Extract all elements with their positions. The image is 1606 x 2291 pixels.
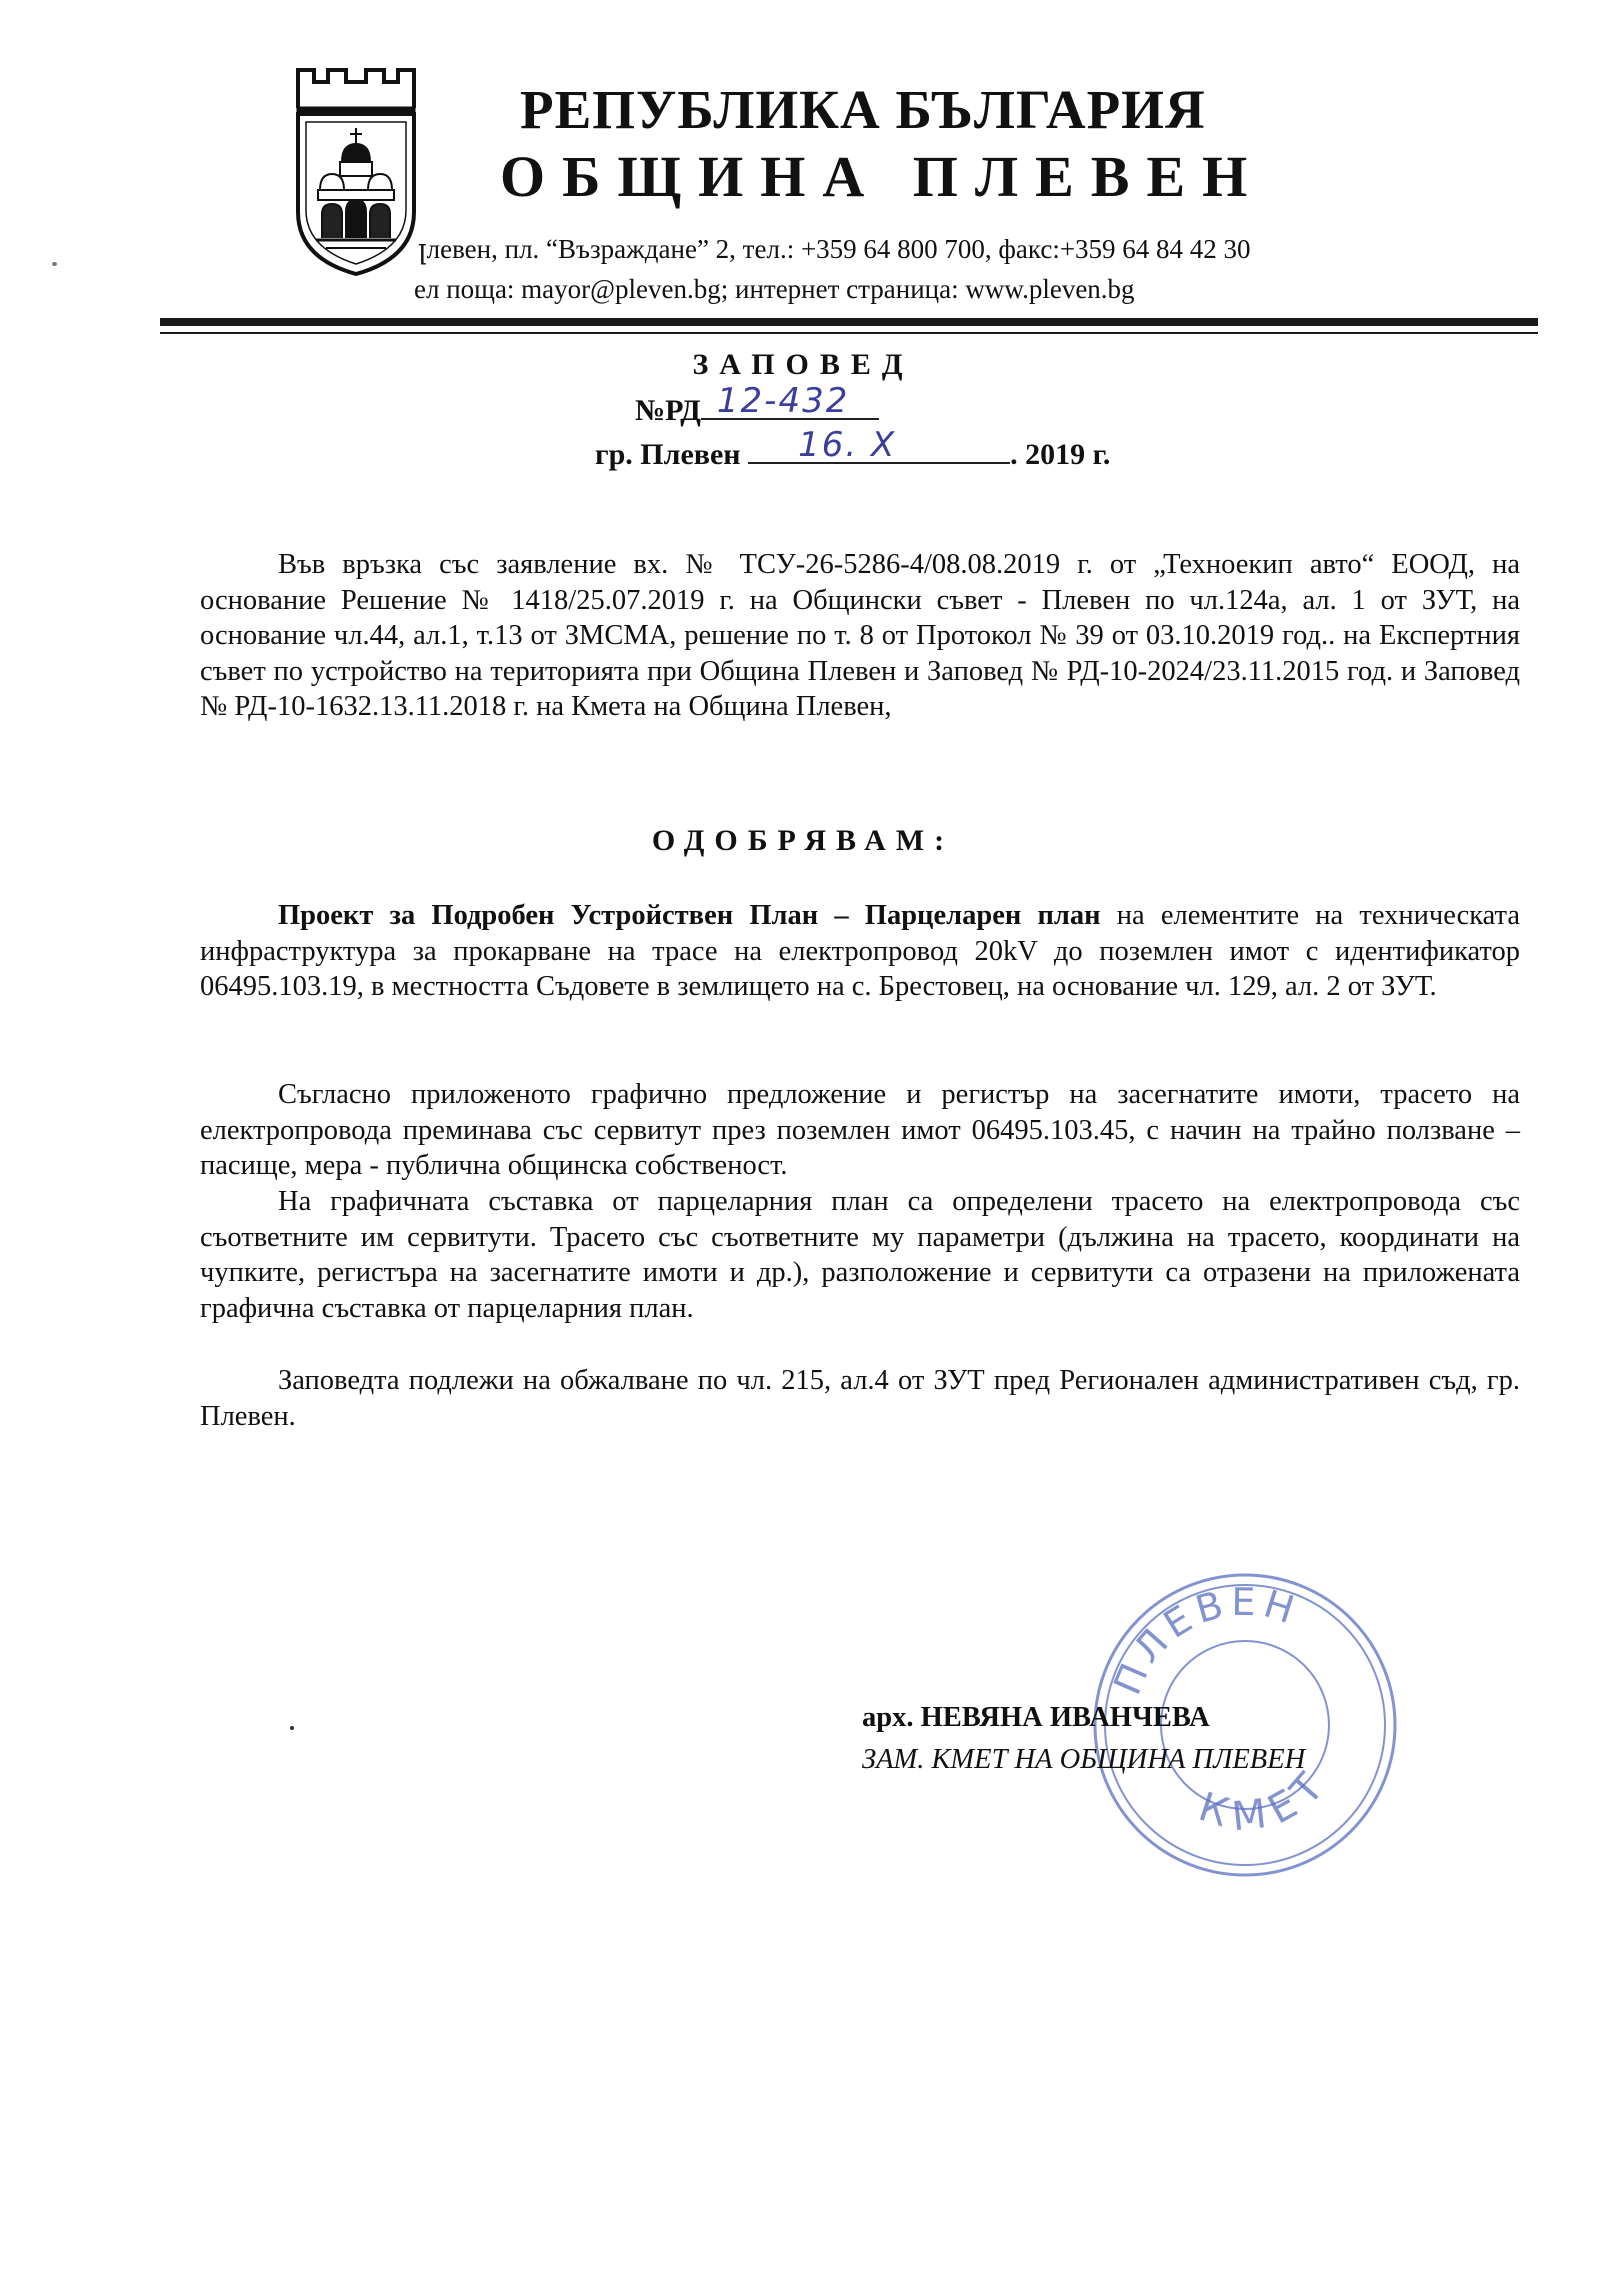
order-date-blank (748, 425, 1010, 465)
preamble-paragraph: Във връзка със заявление вх. № ТСУ-26-5286-4/08.08.2019 г. от „Техноекип авто“ ЕООД, на основание Решение № 1418/25.07.2019 г. на Общински съвет - Плевен по чл.124а, ал. 1 от ЗУТ, на основание чл.44, ал.1, т.13 от ЗМСМА, решение по т. 8 от Протокол № 39 от 03.10.2019 год.. на Експертния съвет по устройство на територията при Община Плевен и Заповед № РД-10-2024/23.11.2015 год. и Заповед № РД-10-1632.13.11.2018 г. на Кмета на Община Плевен, (200, 549, 1520, 722)
stamp-text-bottom: КМЕТ (1193, 1757, 1340, 1841)
document-title: ЗАПОВЕД (692, 348, 914, 381)
project-title: Проект за Подробен Устройствен План – Парцеларен план (278, 900, 1101, 931)
order-number-handwritten: 12-432 (716, 381, 850, 421)
signatory-name: арх. НЕВЯНА ИВАНЧЕВА (862, 1702, 1210, 1733)
svg-text:ПЛЕВЕН (1105, 1580, 1305, 1701)
scan-dot (290, 1726, 294, 1730)
order-date-line (595, 425, 1111, 471)
project-description: на елементите на техническата инфраструктура за прокарване на трасе на електропровод 20kV до поземлен имот с идентификатор 06495.103.19, в местността Съдовете в землището на с. Брестовец, на основание чл. 129, ал. 2 от ЗУТ. (200, 900, 1520, 1002)
header-divider-thin (160, 332, 1538, 334)
order-number-prefix: №РД (635, 394, 701, 427)
project-paragraph (200, 898, 1520, 1005)
order-number-line (635, 381, 879, 427)
stamp-text-top: ПЛЕВЕН (1105, 1579, 1306, 1701)
order-date-handwritten: 16. X (798, 425, 897, 465)
municipality-heading: ОБЩИНА ПЛЕВЕН (500, 144, 1265, 209)
graphic-paragraph: На графичната съставка от парцеларния план са определени трасето на електропровода със съответните им сервитути. Трасето със съответните му параметри (дължина на трасето, координати на чупките, регистъра на засегнатите имоти и др.), разположение и сервитути са отразени на приложената графична съставка от парцеларния план. (200, 1186, 1520, 1324)
order-number-blank (701, 381, 879, 421)
order-year: . 2019 г. (1010, 438, 1111, 471)
header-divider (160, 318, 1538, 326)
scan-speck (52, 262, 57, 266)
route-paragraph: Съгласно приложеното графично предложение и регистър на засегнатите имоти, трасето на електропровода преминава със сервитут през поземлен имот 06495.103.45, с начин на трайно ползване – пасище, мера - публична общинска собственост. (200, 1079, 1520, 1181)
coat-of-arms-logo (292, 62, 420, 278)
signatory-position: ЗАМ. КМЕТ НА ОБЩИНА ПЛЕВЕН (862, 1744, 1306, 1775)
country-heading: РЕПУБЛИКА БЪЛГАРИЯ (520, 79, 1206, 140)
address-line: ꞁлевен, пл. “Възраждане” 2, тел.: +359 64 800 700, факс:+359 64 84 42 30 (418, 234, 1251, 264)
approve-heading: ОДОБРЯВАМ: (651, 824, 955, 857)
order-city: гр. Плевен (595, 438, 741, 471)
contacts-line: ел поща: mayor@pleven.bg; интернет страница: www.pleven.bg (414, 274, 1135, 304)
appeal-paragraph: Заповедта подлежи на обжалване по чл. 215, ал.4 от ЗУТ пред Регионален административен съд, гр. Плевен. (200, 1365, 1520, 1432)
